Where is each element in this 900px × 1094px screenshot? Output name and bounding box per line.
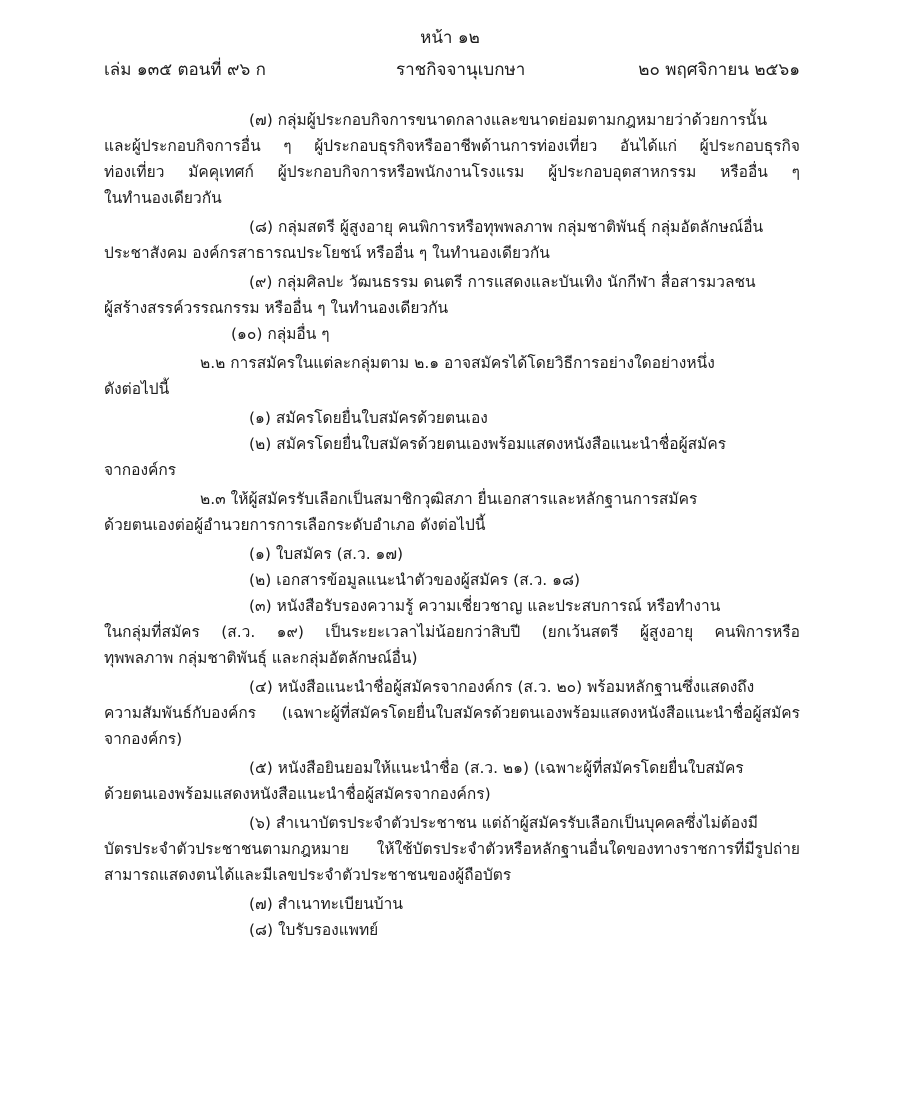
text-line: (๒) เอกสารข้อมูลแนะนำตัวของผู้สมัคร (ส.ว. ๑๘): [249, 571, 581, 589]
text-line: ในทำนองเดียวกัน: [104, 189, 222, 207]
publication-date: ๒๐ พฤศจิกายน ๒๕๖๑: [638, 60, 800, 80]
publication-title: ราชกิจจานุเบกษา: [396, 60, 526, 80]
gazette-header: [104, 59, 800, 81]
text-line: ดังต่อไปนี้: [104, 380, 170, 398]
document-body: [104, 107, 800, 943]
text-line: (๙) กลุ่มศิลปะ วัฒนธรรม ดนตรี การแสดงและบันเทิง นักกีฬา สื่อสารมวลชน: [249, 273, 756, 291]
text-line: (๑) สมัครโดยยื่นใบสมัครด้วยตนเอง: [249, 409, 488, 427]
volume-issue: เล่ม ๑๓๕ ตอนที่ ๙๖ ก: [104, 60, 266, 80]
text-line: (๗) สำเนาทะเบียนบ้าน: [249, 895, 403, 913]
text-line: (๘) ใบรับรองแพทย์: [249, 921, 379, 939]
text-line: ด้วยตนเองพร้อมแสดงหนังสือแนะนำชื่อผู้สมัครจากองค์กร): [104, 785, 491, 803]
text-line: (๘) กลุ่มสตรี ผู้สูงอายุ คนพิการหรือทุพพลภาพ กลุ่มชาติพันธุ์ กลุ่มอัตลักษณ์อื่น: [249, 218, 764, 236]
text-line: (๗) กลุ่มผู้ประกอบกิจการขนาดกลางและขนาดย่อมตามกฎหมายว่าด้วยการนั้น: [249, 111, 768, 129]
text-line: (๔) หนังสือแนะนำชื่อผู้สมัครจากองค์กร (ส.ว. ๒๐) พร้อมหลักฐานซึ่งแสดงถึง: [249, 678, 755, 696]
text-line: ในกลุ่มที่สมัคร (ส.ว. ๑๙) เป็นระยะเวลาไม่น้อยกว่าสิบปี (ยกเว้นสตรี ผู้สูงอายุ คนพิการหรือ: [104, 623, 800, 641]
text-line: (๕) หนังสือยินยอมให้แนะนำชื่อ (ส.ว. ๒๑) (เฉพาะผู้ที่สมัครโดยยื่นใบสมัคร: [249, 759, 744, 777]
text-line: จากองค์กร): [104, 730, 183, 748]
text-line: ๒.๒ การสมัครในแต่ละกลุ่มตาม ๒.๑ อาจสมัครได้โดยวิธีการอย่างใดอย่างหนึ่ง: [200, 354, 715, 372]
text-line: ท่องเที่ยว มัคคุเทศก์ ผู้ประกอบกิจการหรือพนักงานโรงแรม ผู้ประกอบอุตสาหกรรม หรืออื่น ๆ: [104, 163, 800, 181]
text-line: สามารถแสดงตนได้และมีเลขประจำตัวประชาชนของผู้ถือบัตร: [104, 866, 512, 884]
text-line: (๑๐) กลุ่มอื่น ๆ: [231, 325, 330, 343]
text-line: (๒) สมัครโดยยื่นใบสมัครด้วยตนเองพร้อมแสดงหนังสือแนะนำชื่อผู้สมัคร: [249, 435, 727, 453]
text-line: (๖) สำเนาบัตรประจำตัวประชาชน แต่ถ้าผู้สมัครรับเลือกเป็นบุคคลซึ่งไม่ต้องมี: [249, 814, 758, 832]
text-line: (๑) ใบสมัคร (ส.ว. ๑๗): [249, 545, 404, 563]
text-line: บัตรประจำตัวประชาชนตามกฎหมาย ให้ใช้บัตรประจำตัวหรือหลักฐานอื่นใดของทางราชการที่มีรูปถ่าย: [104, 840, 800, 858]
text-line: จากองค์กร: [104, 461, 177, 479]
text-line: ๒.๓ ให้ผู้สมัครรับเลือกเป็นสมาชิกวุฒิสภา ยื่นเอกสารและหลักฐานการสมัคร: [200, 490, 698, 508]
text-line: ผู้สร้างสรรค์วรรณกรรม หรืออื่น ๆ ในทำนองเดียวกัน: [104, 299, 449, 317]
text-line: ทุพพลภาพ กลุ่มชาติพันธุ์ และกลุ่มอัตลักษณ์อื่น): [104, 649, 418, 667]
text-line: ด้วยตนเองต่อผู้อำนวยการการเลือกระดับอำเภอ ดังต่อไปนี้: [104, 516, 486, 534]
text-line: และผู้ประกอบกิจการอื่น ๆ ผู้ประกอบธุรกิจหรืออาชีพด้านการท่องเที่ยว อันได้แก่ ผู้ประกอบธุรกิจ: [104, 137, 800, 155]
page-number: หน้า ๑๒: [420, 28, 480, 48]
text-line: ประชาสังคม องค์กรสาธารณประโยชน์ หรืออื่น ๆ ในทำนองเดียวกัน: [104, 244, 550, 262]
text-line: (๓) หนังสือรับรองความรู้ ความเชี่ยวชาญ และประสบการณ์ หรือทำงาน: [249, 597, 721, 615]
text-line: ความสัมพันธ์กับองค์กร (เฉพาะผู้ที่สมัครโดยยื่นใบสมัครด้วยตนเองพร้อมแสดงหนังสือแนะนำชื่อผู้สมัคร: [104, 704, 800, 722]
